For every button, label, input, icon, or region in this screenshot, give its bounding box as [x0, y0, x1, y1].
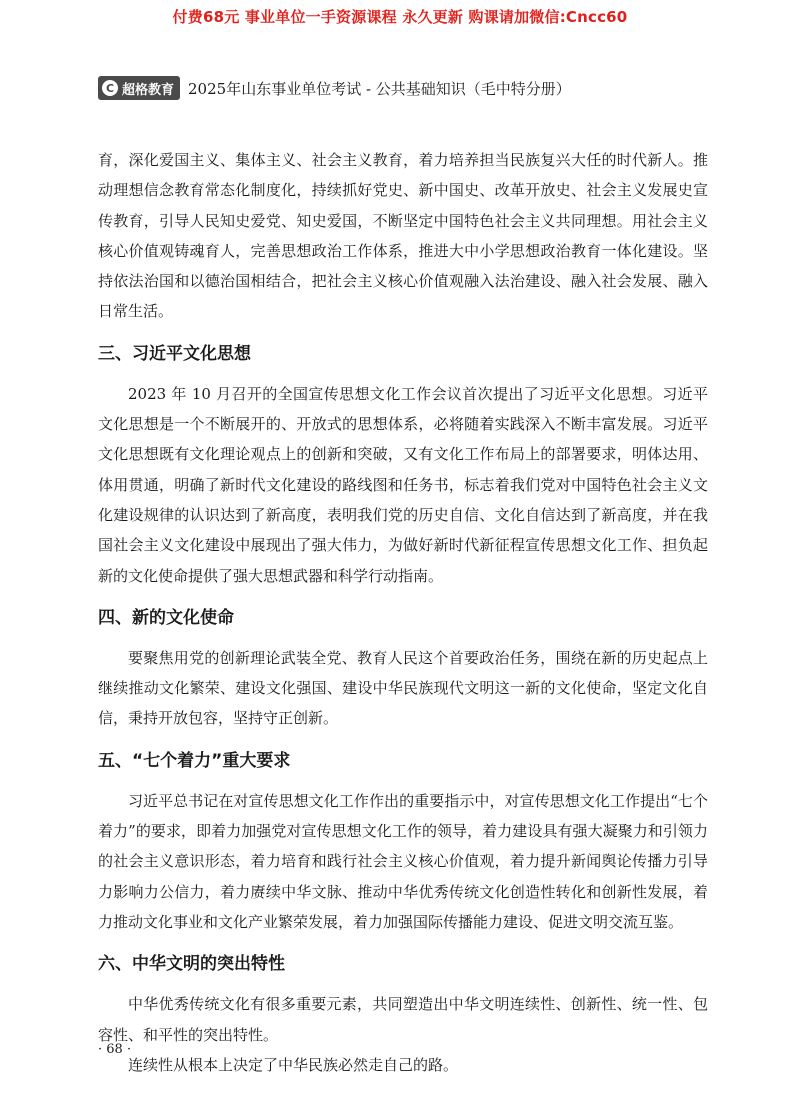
paragraph-continued: 育，深化爱国主义、集体主义、社会主义教育，着力培养担当民族复兴大任的时代新人。推动理想信念教育常态化制度化，持续抓好党史、新中国史、改革开放史、社会主义发展史宣传教育，引导人民知史爱党、知史爱国，不断坚定中国特色社会主义共同理想。用社会主义核心价值观铸魂育人，完善思想政治工作体系，推进大中小学思想政治教育一体化建设。坚持依法治国和以德治国相结合，把社会主义核心价值观融入法治建设、融入社会发展、融入日常生活。 — [98, 151, 708, 321]
section-heading-5: 五、“七个着力”重大要求 — [98, 750, 291, 771]
book-title: 2025年山东事业单位考试 - 公共基础知识（毛中特分册） — [188, 79, 571, 98]
paragraph-seven-efforts: 习近平总书记在对宣传思想文化工作作出的重要指示中，对宣传思想文化工作提出“七个着力”的要求，即着力加强党对宣传思想文化工作的领导，着力建设具有强大凝聚力和引领力的社会主义意识形态，着力培育和践行社会主义核心价值观，着力提升新闻舆论传播力引导力影响力公信力，着力赓续中华文脉、推动中华优秀传统文化创造性转化和创新性发展，着力推动文化事业和文化产业繁荣发展，着力加强国际传播能力建设、促进文明交流互鉴。 — [98, 791, 708, 931]
page-header — [98, 74, 571, 102]
page-number: · 68 · — [98, 1042, 132, 1057]
paragraph-xi-culture-thought: 2023 年 10 月召开的全国宣传思想文化工作会议首次提出了习近平文化思想。习近平文化思想是一个不断展开的、开放式的思想体系，必将随着实践深入不断丰富发展。习近平文化思想既有文化理论观点上的创新和突破，又有文化工作布局上的部署要求，明体达用、体用贯通，明确了新时代文化建设的路线图和任务书，标志着我们党对中国特色社会主义文化建设规律的认识达到了新高度，表明我们党的历史自信、文化自信达到了新高度，并在我国社会主义文化建设中展现出了强大伟力，为做好新时代新征程宣传思想文化工作、担负起新的文化使命提供了强大思想武器和科学行动指南。 — [98, 384, 708, 585]
paragraph-new-cultural-mission: 要聚焦用党的创新理论武装全党、教育人民这个首要政治任务，围绕在新的历史起点上继续推动文化繁荣、建设文化强国、建设中华民族现代文明这一新的文化使命，坚定文化自信，秉持开放包容，坚持守正创新。 — [98, 648, 708, 728]
logo-icon: C — [102, 80, 118, 96]
publisher-logo — [98, 76, 180, 100]
section-heading-3: 三、习近平文化思想 — [98, 343, 251, 364]
page-body — [98, 145, 708, 1080]
paragraph-civilization-traits: 中华优秀传统文化有很多重要元素，共同塑造出中华文明连续性、创新性、统一性、包容性、和平性的突出特性。 — [98, 995, 708, 1044]
paragraph-continuity: 连续性从根本上决定了中华民族必然走自己的路。 — [128, 1055, 459, 1074]
section-heading-4: 四、新的文化使命 — [98, 607, 234, 628]
logo-text: 超格教育 — [122, 82, 175, 98]
section-heading-6: 六、中华文明的突出特性 — [98, 954, 285, 975]
watermark-banner: 付费68元 事业单位一手资源课程 永久更新 购课请加微信:Cncc60 — [172, 8, 628, 26]
